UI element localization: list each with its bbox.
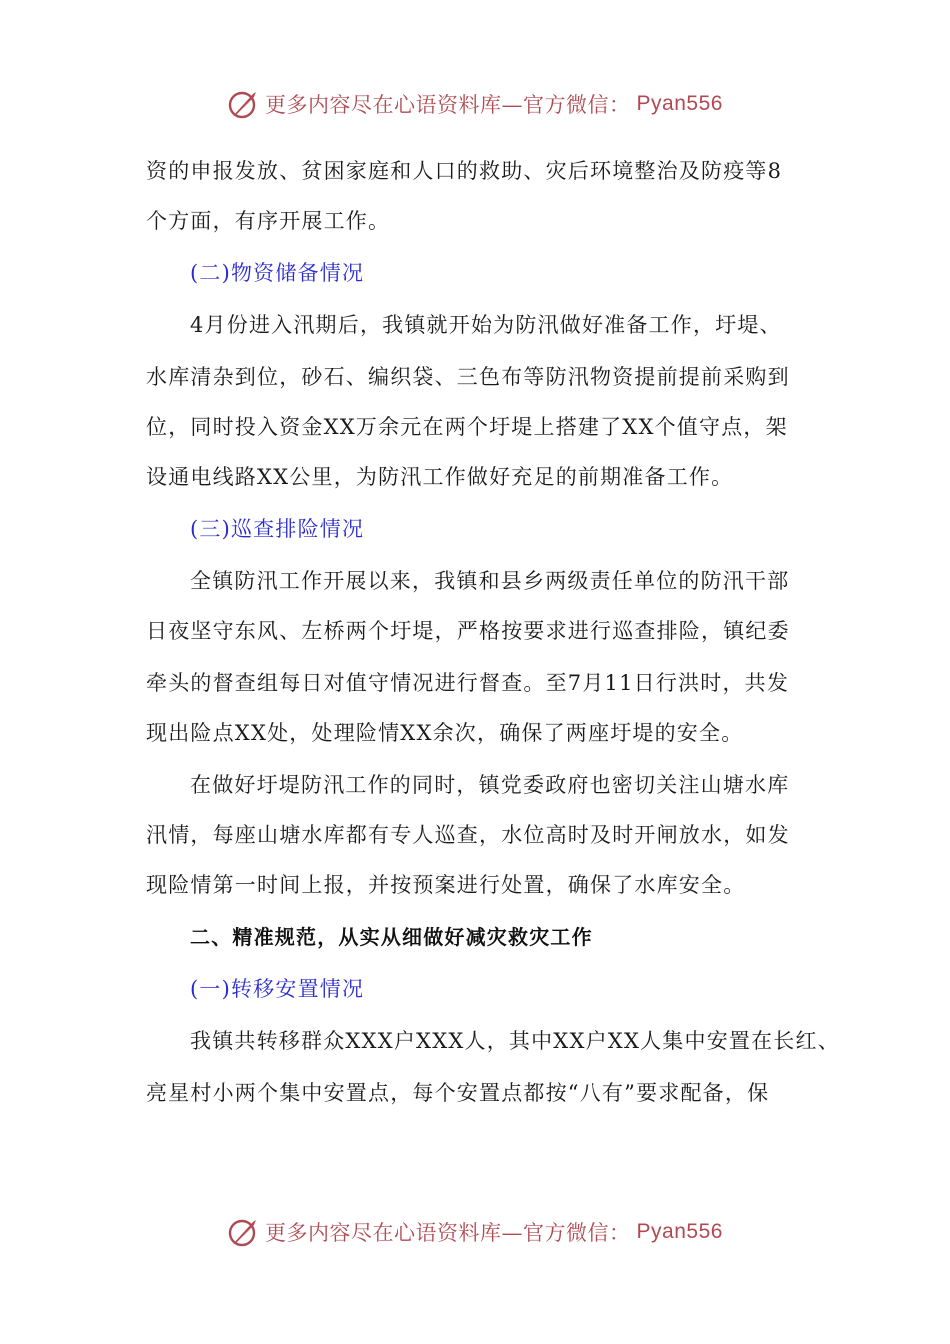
body-paragraph-line: 水库清杂到位，砂石、编织袋、三色布等防汛物资提前提前采购到 — [146, 365, 790, 389]
body-paragraph-line: 4月份进入汛期后，我镇就开始为防汛做好准备工作，圩堤、 — [190, 313, 782, 337]
watermark-wechat: Pyan556 — [636, 92, 723, 115]
body-paragraph-line: 现出险点XX处，处理险情XX余次，确保了两座圩堤的安全。 — [146, 721, 744, 745]
watermark-text: 更多内容尽在心语资料库—官方微信： — [265, 93, 631, 117]
body-paragraph-line: 汛情，每座山塘水库都有专人巡查，水位高时及时开闸放水，如发 — [146, 823, 790, 847]
footer-watermark — [0, 1212, 950, 1252]
header-watermark — [0, 84, 950, 124]
body-paragraph-line: 日夜坚守东风、左桥两个圩堤，严格按要求进行巡查排险，镇纪委 — [146, 619, 790, 643]
body-paragraph-line: 设通电线路XX公里，为防汛工作做好充足的前期准备工作。 — [146, 465, 734, 489]
section-subheading: (一)转移安置情况 — [190, 977, 365, 1001]
body-paragraph-line: 现险情第一时间上报，并按预案进行处置，确保了水库安全。 — [146, 873, 746, 897]
body-paragraph-line: 个方面，有序开展工作。 — [146, 209, 391, 233]
body-paragraph-line: 全镇防汛工作开展以来，我镇和县乡两级责任单位的防汛干部 — [190, 569, 790, 593]
body-paragraph-line: 位，同时投入资金XX万余元在两个圩堤上搭建了XX个值守点，架 — [146, 415, 788, 439]
body-paragraph-line: 亮星村小两个集中安置点，每个安置点都按“八有”要求配备，保 — [146, 1081, 770, 1105]
section-heading: 二、精准规范，从实从细做好减灾救灾工作 — [190, 925, 593, 949]
quill-logo-icon — [227, 1216, 259, 1248]
watermark-wechat: Pyan556 — [636, 1220, 723, 1243]
quill-logo-icon — [227, 88, 259, 120]
body-paragraph-line: 我镇共转移群众XXX户XXX人，其中XX户XX人集中安置在长红、 — [190, 1029, 840, 1053]
watermark-text: 更多内容尽在心语资料库—官方微信： — [265, 1221, 631, 1245]
body-paragraph-line: 牵头的督查组每日对值守情况进行督查。至7月11日行洪时，共发 — [146, 671, 790, 695]
body-paragraph-line: 在做好圩堤防汛工作的同时，镇党委政府也密切关注山塘水库 — [190, 773, 790, 797]
section-subheading: (二)物资储备情况 — [190, 261, 365, 285]
body-paragraph-line: 资的申报发放、贫困家庭和人口的救助、灾后环境整治及防疫等8 — [146, 159, 783, 183]
section-subheading: (三)巡查排险情况 — [190, 517, 365, 541]
